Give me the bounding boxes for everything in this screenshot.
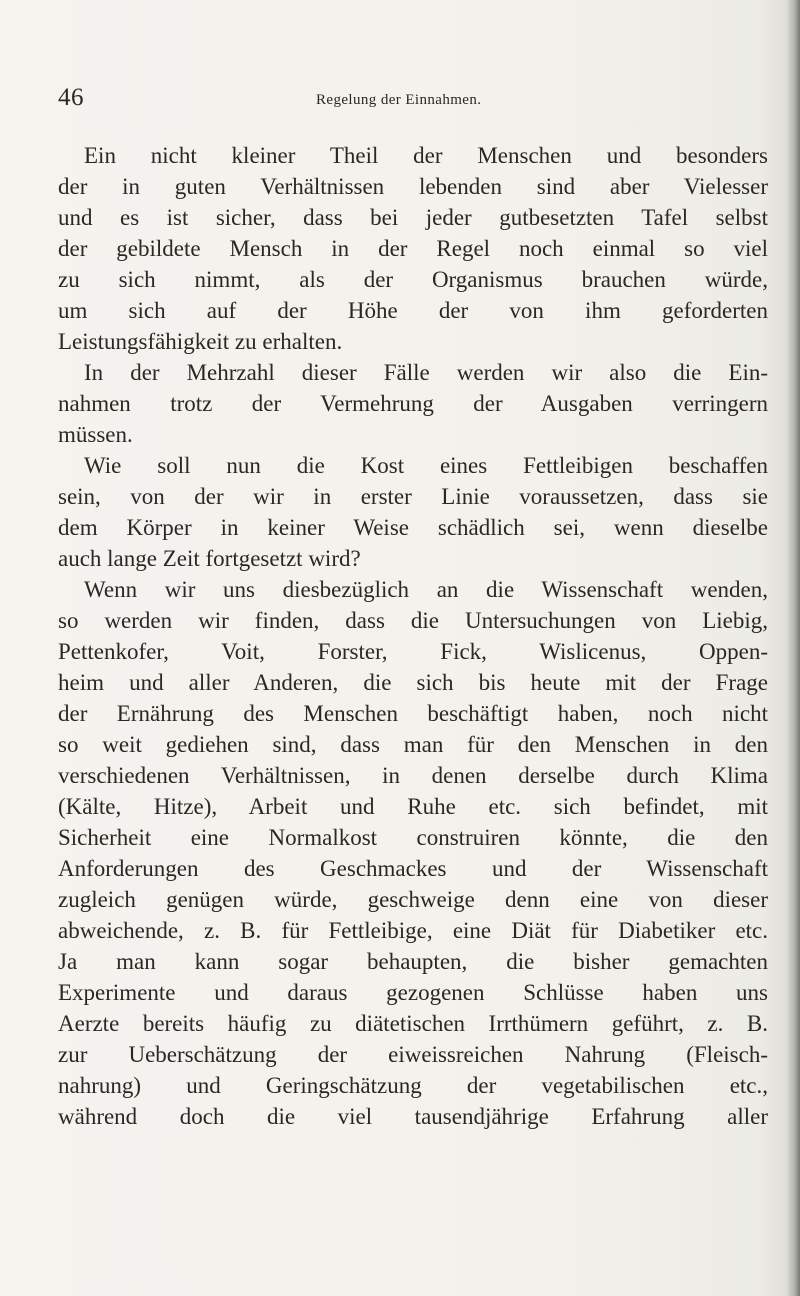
text-line: Sicherheit eine Normalkost construiren könnte, die den: [58, 825, 768, 850]
text-line: zu sich nimmt, als der Organismus brauchen würde,: [58, 267, 768, 292]
text-line: der gebildete Mensch in der Regel noch einmal so viel: [58, 236, 768, 261]
text-line: um sich auf der Höhe der von ihm geforderten: [58, 298, 768, 323]
text-line: verschiedenen Verhältnissen, in denen derselbe durch Klima: [58, 763, 768, 788]
text-line: heim und aller Anderen, die sich bis heute mit der Frage: [58, 670, 768, 695]
text-line: sein, von der wir in erster Linie voraussetzen, dass sie: [58, 484, 768, 509]
text-line: auch lange Zeit fortgesetzt wird?: [58, 546, 361, 571]
text-line: müssen.: [58, 422, 133, 447]
text-line: Leistungsfähigkeit zu erhalten.: [58, 329, 343, 354]
page-number: 46: [58, 84, 84, 111]
text-line: nahmen trotz der Vermehrung der Ausgaben verringern: [58, 391, 768, 416]
text-line: nahrung) und Geringschätzung der vegetabilischen etc.,: [58, 1073, 768, 1098]
text-line: dem Körper in keiner Weise schädlich sei, wenn dieselbe: [58, 515, 768, 540]
text-line: so weit gediehen sind, dass man für den Menschen in den: [58, 732, 768, 757]
text-line: Aerzte bereits häufig zu diätetischen Irrthümern geführt, z. B.: [58, 1011, 768, 1036]
text-line: Experimente und daraus gezogenen Schlüsse haben uns: [58, 980, 768, 1005]
page-header: [58, 84, 758, 120]
text-line: In der Mehrzahl dieser Fälle werden wir also die Ein-: [84, 360, 768, 385]
text-line: Ja man kann sogar behaupten, die bisher gemachten: [58, 949, 768, 974]
text-line: abweichende, z. B. für Fettleibige, eine Diät für Diabetiker etc.: [58, 918, 768, 943]
text-line: Wenn wir uns diesbezüglich an die Wissenschaft wenden,: [84, 577, 768, 602]
text-line: Ein nicht kleiner Theil der Menschen und besonders: [84, 143, 768, 168]
text-line: (Kälte, Hitze), Arbeit und Ruhe etc. sich befindet, mit: [58, 794, 768, 819]
text-line: während doch die viel tausendjährige Erfahrung aller: [58, 1104, 768, 1129]
text-line: Wie soll nun die Kost eines Fettleibigen beschaffen: [84, 453, 768, 478]
text-line: zur Ueberschätzung der eiweissreichen Nahrung (Fleisch-: [58, 1042, 768, 1067]
text-line: so werden wir finden, dass die Untersuchungen von Liebig,: [58, 608, 768, 633]
body-text: [58, 140, 768, 1132]
text-line: zugleich genügen würde, geschweige denn eine von dieser: [58, 887, 768, 912]
text-line: der Ernährung des Menschen beschäftigt haben, noch nicht: [58, 701, 768, 726]
running-head: Regelung der Einnahmen.: [316, 92, 482, 108]
text-line: und es ist sicher, dass bei jeder gutbesetzten Tafel selbst: [58, 205, 768, 230]
text-line: Anforderungen des Geschmackes und der Wissenschaft: [58, 856, 768, 881]
text-line: der in guten Verhältnissen lebenden sind aber Vielesser: [58, 174, 768, 199]
text-line: Pettenkofer, Voit, Forster, Fick, Wislicenus, Oppen-: [58, 639, 768, 664]
page-edge-shadow: [786, 0, 800, 1296]
